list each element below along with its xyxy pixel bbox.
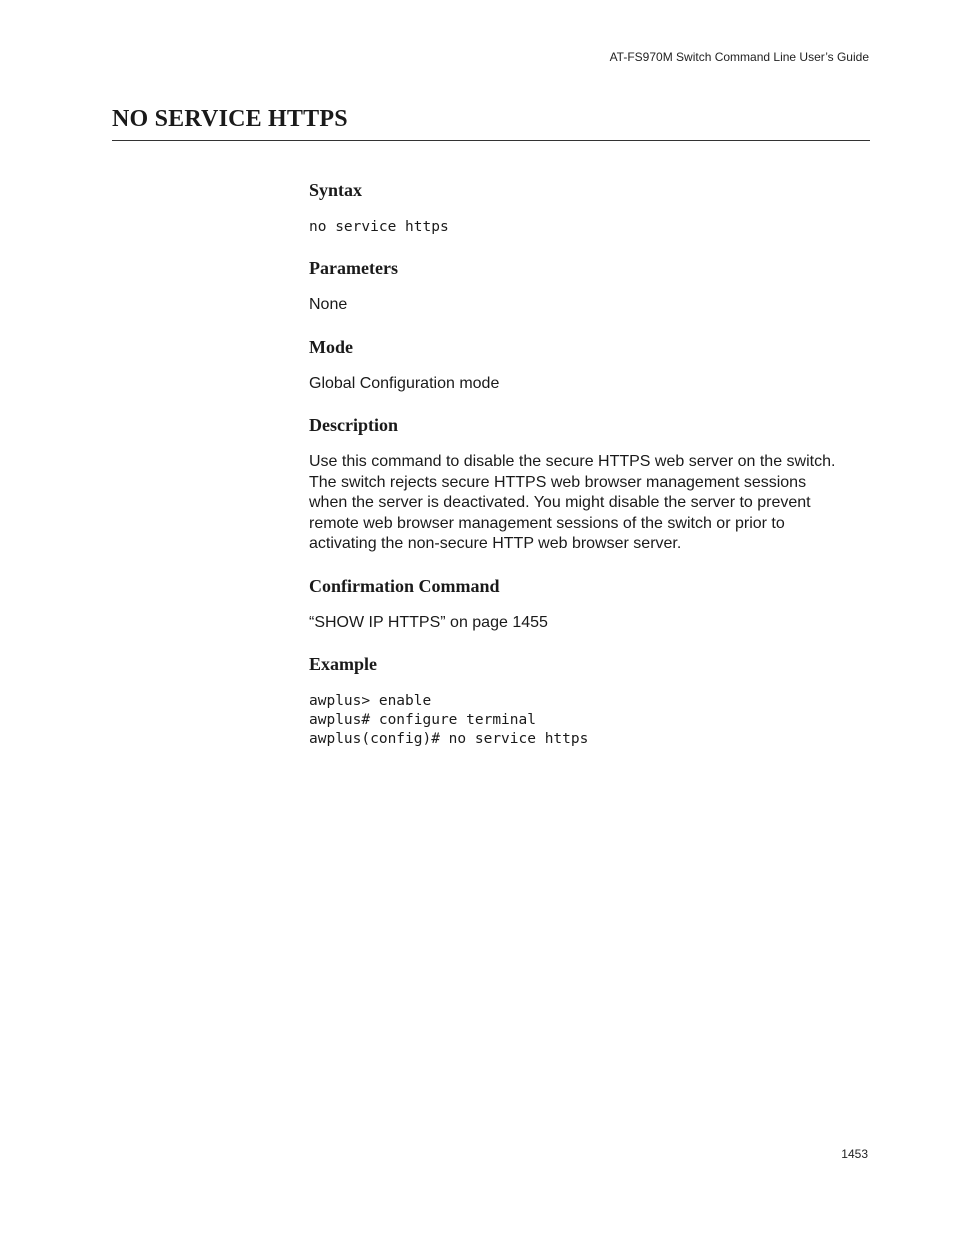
parameters-heading: Parameters <box>309 258 398 278</box>
mode-section <box>309 337 874 395</box>
example-code-line: awplus# configure terminal <box>309 712 536 728</box>
example-heading: Example <box>309 654 378 674</box>
example-code-block <box>309 692 874 749</box>
example-code-line: awplus> enable <box>309 693 432 709</box>
mode-heading: Mode <box>309 336 353 357</box>
page-number: 1453 <box>841 1147 868 1161</box>
description-section <box>309 415 874 555</box>
description-heading: Description <box>309 415 398 435</box>
description-line: remote web browser management sessions of the switch or prior to <box>309 514 785 532</box>
page-title: NO SERVICE HTTPS <box>112 106 348 132</box>
syntax-code: no service https <box>309 219 449 235</box>
content-body <box>309 180 874 749</box>
parameters-section <box>309 258 874 316</box>
confirmation-section <box>309 576 874 634</box>
confirmation-link[interactable]: “SHOW IP HTTPS” on page 1455 <box>309 613 548 631</box>
mode-text: Global Configuration mode <box>309 374 500 392</box>
description-line: activating the non-secure HTTP web browser server. <box>309 535 682 552</box>
parameters-text: None <box>309 296 348 313</box>
example-section <box>309 654 874 749</box>
description-line: Use this command to disable the secure HTTPS web server on the switch. <box>309 453 836 470</box>
syntax-section <box>309 180 874 237</box>
syntax-heading: Syntax <box>309 180 363 200</box>
example-code-line: awplus(config)# no service https <box>309 731 589 747</box>
running-header: AT-FS970M Switch Command Line User’s Guide <box>609 50 869 64</box>
title-rule <box>112 140 870 141</box>
description-line: The switch rejects secure HTTPS web browser management sessions <box>309 473 807 491</box>
description-line: when the server is deactivated. You might disable the server to prevent <box>309 494 811 511</box>
description-paragraph <box>309 452 874 555</box>
confirmation-heading: Confirmation Command <box>309 575 500 596</box>
